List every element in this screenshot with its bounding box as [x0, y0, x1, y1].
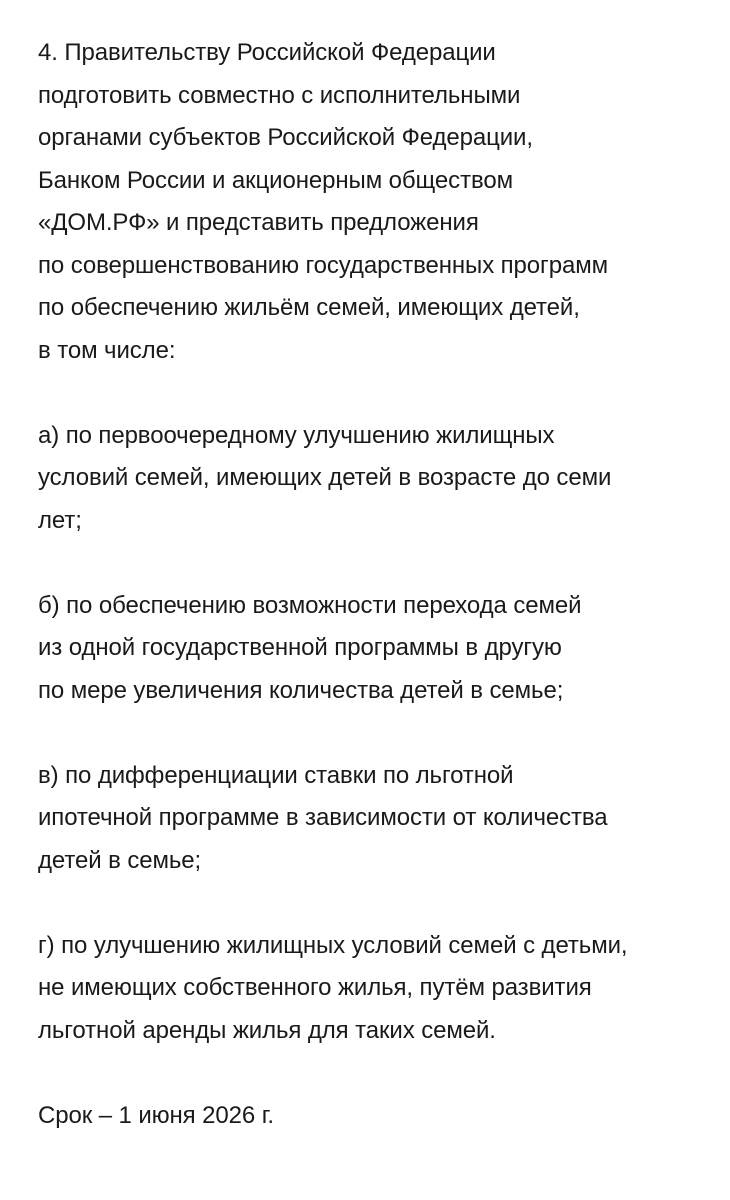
- paragraph-spacer: [38, 542, 700, 585]
- text-line: по мере увеличения количества детей в семье;: [38, 676, 564, 704]
- text-line: а) по первоочередному улучшению жилищных: [38, 421, 555, 449]
- paragraph-spacer: [38, 712, 700, 755]
- paragraph-subitem-v: [38, 755, 700, 883]
- text-line: не имеющих собственного жилья, путём развития: [38, 974, 592, 1001]
- text-line: условий семей, имеющих детей в возрасте до семи: [38, 464, 612, 491]
- paragraph-subitem-a: [38, 415, 700, 543]
- text-line: льготной аренды жилья для таких семей.: [38, 1016, 496, 1044]
- paragraph-deadline: [38, 1095, 700, 1138]
- text-line: Банком России и акционерным обществом: [38, 166, 513, 194]
- text-line: б) по обеспечению возможности перехода семей: [38, 591, 582, 619]
- paragraph-item-4: [38, 32, 700, 372]
- paragraph-spacer: [38, 882, 700, 925]
- text-line: по обеспечению жильём семей, имеющих детей,: [38, 294, 580, 321]
- text-line: 4. Правительству Российской Федерации: [38, 39, 496, 66]
- text-line: детей в семье;: [38, 846, 202, 874]
- text-line: по совершенствованию государственных программ: [38, 251, 609, 279]
- text-line: в) по дифференциации ставки по льготной: [38, 761, 514, 789]
- text-line: подготовить совместно с исполнительными: [38, 81, 521, 109]
- text-line: из одной государственной программы в другую: [38, 634, 562, 661]
- paragraph-subitem-g: [38, 925, 700, 1053]
- text-line: «ДОМ.РФ» и представить предложения: [38, 209, 479, 236]
- text-line: г) по улучшению жилищных условий семей с детьми,: [38, 931, 628, 959]
- text-line: ипотечной программе в зависимости от количества: [38, 804, 608, 831]
- text-line: органами субъектов Российской Федерации,: [38, 124, 533, 151]
- deadline-text: Срок – 1 июня 2026 г.: [38, 1101, 275, 1129]
- paragraph-spacer: [38, 372, 700, 415]
- text-line: лет;: [38, 506, 82, 534]
- text-line: в том числе:: [38, 336, 176, 364]
- paragraph-subitem-b: [38, 585, 700, 713]
- paragraph-spacer: [38, 1052, 700, 1095]
